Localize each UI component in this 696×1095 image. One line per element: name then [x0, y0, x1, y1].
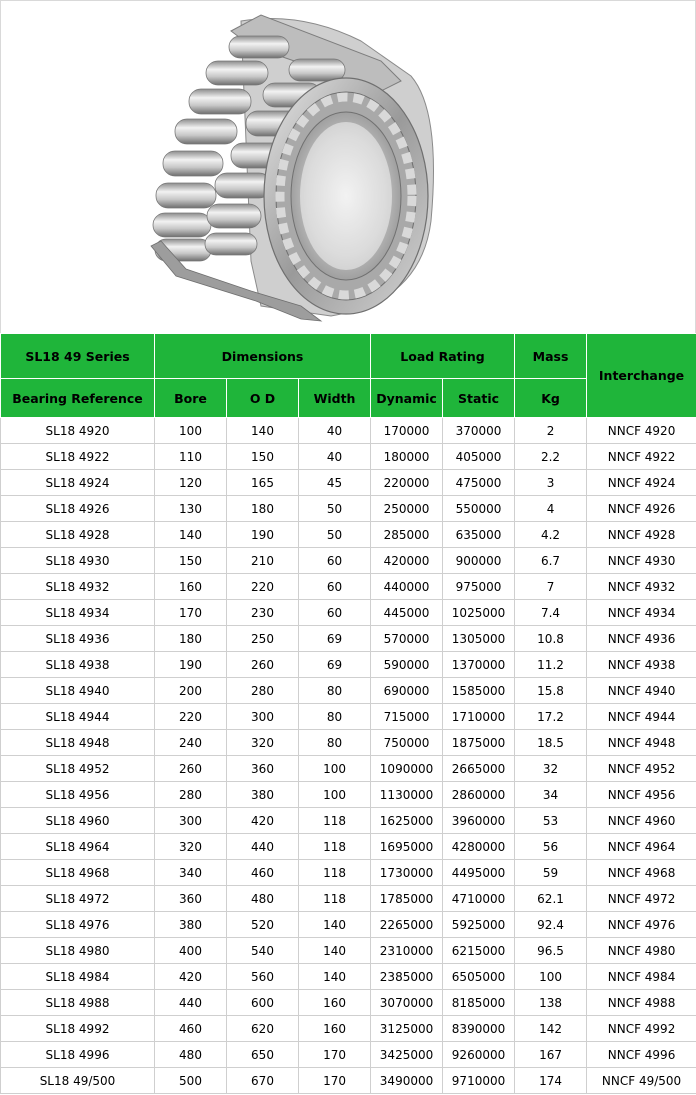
- interchange-header: Interchange: [587, 334, 696, 418]
- width-cell: 140: [299, 912, 371, 938]
- bearing-reference-cell: SL18 4964: [1, 834, 155, 860]
- mass-cell: 142: [515, 1016, 587, 1042]
- bearing-reference-cell: SL18 4930: [1, 548, 155, 574]
- static-cell: 550000: [443, 496, 515, 522]
- bearing-reference-cell: SL18 4956: [1, 782, 155, 808]
- od-cell: 230: [227, 600, 299, 626]
- series-header: SL18 49 Series: [1, 334, 155, 379]
- bore-cell: 100: [155, 418, 227, 444]
- interchange-cell: NNCF 4928: [587, 522, 696, 548]
- dynamic-cell: 590000: [371, 652, 443, 678]
- od-cell: 620: [227, 1016, 299, 1042]
- mass-cell: 62.1: [515, 886, 587, 912]
- mass-cell: 2: [515, 418, 587, 444]
- table-row: [1, 652, 696, 678]
- table-row: [1, 548, 696, 574]
- bore-cell: 420: [155, 964, 227, 990]
- bearing-reference-cell: SL18 4922: [1, 444, 155, 470]
- mass-cell: 59: [515, 860, 587, 886]
- interchange-cell: NNCF 4984: [587, 964, 696, 990]
- bore-cell: 200: [155, 678, 227, 704]
- bore-cell: 480: [155, 1042, 227, 1068]
- bearing-reference-cell: SL18 49/500: [1, 1068, 155, 1094]
- bearing-reference-cell: SL18 4952: [1, 756, 155, 782]
- bearing-reference-cell: SL18 4972: [1, 886, 155, 912]
- bearing-reference-cell: SL18 4944: [1, 704, 155, 730]
- dynamic-cell: 250000: [371, 496, 443, 522]
- interchange-cell: NNCF 4932: [587, 574, 696, 600]
- width-cell: 50: [299, 522, 371, 548]
- table-row: [1, 626, 696, 652]
- width-cell: 170: [299, 1042, 371, 1068]
- od-cell: 220: [227, 574, 299, 600]
- table-row: [1, 730, 696, 756]
- bearing-reference-cell: SL18 4960: [1, 808, 155, 834]
- static-cell: 4280000: [443, 834, 515, 860]
- bearing-reference-cell: SL18 4988: [1, 990, 155, 1016]
- table-row: [1, 1068, 696, 1094]
- static-cell: 1710000: [443, 704, 515, 730]
- od-cell: 280: [227, 678, 299, 704]
- table-body: [1, 418, 696, 1094]
- width-cell: 160: [299, 1016, 371, 1042]
- static-cell: 9260000: [443, 1042, 515, 1068]
- od-cell: 600: [227, 990, 299, 1016]
- static-cell: 8390000: [443, 1016, 515, 1042]
- mass-cell: 167: [515, 1042, 587, 1068]
- bearing-reference-cell: SL18 4928: [1, 522, 155, 548]
- interchange-cell: NNCF 4934: [587, 600, 696, 626]
- static-cell: 1370000: [443, 652, 515, 678]
- width-cell: 140: [299, 938, 371, 964]
- static-cell: 1025000: [443, 600, 515, 626]
- table-row: [1, 990, 696, 1016]
- dynamic-cell: 3070000: [371, 990, 443, 1016]
- bearing-reference-cell: SL18 4938: [1, 652, 155, 678]
- product-image-area: [0, 0, 696, 333]
- od-cell: 540: [227, 938, 299, 964]
- bore-cell: 130: [155, 496, 227, 522]
- dynamic-cell: 1730000: [371, 860, 443, 886]
- table-row: [1, 808, 696, 834]
- dimensions-header: Dimensions: [155, 334, 371, 379]
- table-row: [1, 522, 696, 548]
- dynamic-cell: 1785000: [371, 886, 443, 912]
- dynamic-cell: 570000: [371, 626, 443, 652]
- static-cell: 900000: [443, 548, 515, 574]
- interchange-cell: NNCF 4930: [587, 548, 696, 574]
- static-cell: 9710000: [443, 1068, 515, 1094]
- width-cell: 60: [299, 574, 371, 600]
- bore-cell: 380: [155, 912, 227, 938]
- dynamic-cell: 445000: [371, 600, 443, 626]
- static-cell: 6215000: [443, 938, 515, 964]
- interchange-cell: NNCF 4976: [587, 912, 696, 938]
- table-row: [1, 860, 696, 886]
- static-cell: 635000: [443, 522, 515, 548]
- width-cell: 69: [299, 652, 371, 678]
- table-row: [1, 756, 696, 782]
- static-cell: 405000: [443, 444, 515, 470]
- interchange-cell: NNCF 4952: [587, 756, 696, 782]
- dynamic-cell: 690000: [371, 678, 443, 704]
- mass-cell: 138: [515, 990, 587, 1016]
- bearing-reference-cell: SL18 4920: [1, 418, 155, 444]
- load-rating-header: Load Rating: [371, 334, 515, 379]
- width-cell: 69: [299, 626, 371, 652]
- interchange-cell: NNCF 4960: [587, 808, 696, 834]
- interchange-cell: NNCF 4968: [587, 860, 696, 886]
- table-row: [1, 704, 696, 730]
- mass-cell: 32: [515, 756, 587, 782]
- bearing-reference-cell: SL18 4996: [1, 1042, 155, 1068]
- dynamic-cell: 420000: [371, 548, 443, 574]
- static-cell: 8185000: [443, 990, 515, 1016]
- width-cell: 60: [299, 548, 371, 574]
- static-cell: 370000: [443, 418, 515, 444]
- dynamic-cell: 2310000: [371, 938, 443, 964]
- static-column-header: Static: [443, 379, 515, 418]
- table-row: [1, 964, 696, 990]
- od-cell: 560: [227, 964, 299, 990]
- interchange-cell: NNCF 4996: [587, 1042, 696, 1068]
- bearing-reference-cell: SL18 4948: [1, 730, 155, 756]
- mass-cell: 15.8: [515, 678, 587, 704]
- mass-cell: 92.4: [515, 912, 587, 938]
- interchange-cell: NNCF 4972: [587, 886, 696, 912]
- interchange-cell: NNCF 4980: [587, 938, 696, 964]
- width-cell: 45: [299, 470, 371, 496]
- od-cell: 460: [227, 860, 299, 886]
- width-cell: 170: [299, 1068, 371, 1094]
- od-cell: 380: [227, 782, 299, 808]
- mass-cell: 53: [515, 808, 587, 834]
- bearing-reference-cell: SL18 4992: [1, 1016, 155, 1042]
- bearing-reference-column-header: Bearing Reference: [1, 379, 155, 418]
- dynamic-cell: 1625000: [371, 808, 443, 834]
- static-cell: 6505000: [443, 964, 515, 990]
- bore-cell: 320: [155, 834, 227, 860]
- mass-cell: 2.2: [515, 444, 587, 470]
- width-cell: 80: [299, 678, 371, 704]
- width-cell: 60: [299, 600, 371, 626]
- static-cell: 975000: [443, 574, 515, 600]
- interchange-cell: NNCF 4924: [587, 470, 696, 496]
- static-cell: 4495000: [443, 860, 515, 886]
- width-cell: 80: [299, 704, 371, 730]
- bore-cell: 260: [155, 756, 227, 782]
- od-cell: 520: [227, 912, 299, 938]
- dynamic-cell: 1695000: [371, 834, 443, 860]
- width-cell: 40: [299, 444, 371, 470]
- dynamic-cell: 1090000: [371, 756, 443, 782]
- interchange-cell: NNCF 4922: [587, 444, 696, 470]
- static-cell: 4710000: [443, 886, 515, 912]
- table-row: [1, 418, 696, 444]
- dynamic-cell: 220000: [371, 470, 443, 496]
- od-cell: 210: [227, 548, 299, 574]
- interchange-cell: NNCF 4938: [587, 652, 696, 678]
- od-cell: 250: [227, 626, 299, 652]
- bore-cell: 360: [155, 886, 227, 912]
- interchange-cell: NNCF 4956: [587, 782, 696, 808]
- bore-cell: 190: [155, 652, 227, 678]
- dynamic-cell: 2265000: [371, 912, 443, 938]
- table-row: [1, 574, 696, 600]
- interchange-cell: NNCF 49/500: [587, 1068, 696, 1094]
- bore-cell: 180: [155, 626, 227, 652]
- static-cell: 5925000: [443, 912, 515, 938]
- static-cell: 1875000: [443, 730, 515, 756]
- dynamic-cell: 170000: [371, 418, 443, 444]
- dynamic-cell: 180000: [371, 444, 443, 470]
- table-row: [1, 938, 696, 964]
- mass-cell: 17.2: [515, 704, 587, 730]
- bore-cell: 400: [155, 938, 227, 964]
- mass-header: Mass: [515, 334, 587, 379]
- od-cell: 300: [227, 704, 299, 730]
- table-row: [1, 600, 696, 626]
- interchange-cell: NNCF 4944: [587, 704, 696, 730]
- bearing-reference-cell: SL18 4980: [1, 938, 155, 964]
- table-row: [1, 1042, 696, 1068]
- bearing-specification-table: [0, 333, 696, 1094]
- table-row: [1, 470, 696, 496]
- mass-cell: 96.5: [515, 938, 587, 964]
- mass-cell: 4: [515, 496, 587, 522]
- width-cell: 118: [299, 808, 371, 834]
- mass-cell: 4.2: [515, 522, 587, 548]
- mass-cell: 56: [515, 834, 587, 860]
- bore-cell: 110: [155, 444, 227, 470]
- table-row: [1, 886, 696, 912]
- bore-cell: 460: [155, 1016, 227, 1042]
- width-column-header: Width: [299, 379, 371, 418]
- bearing-reference-cell: SL18 4924: [1, 470, 155, 496]
- od-cell: 480: [227, 886, 299, 912]
- od-cell: 165: [227, 470, 299, 496]
- dynamic-cell: 715000: [371, 704, 443, 730]
- bore-cell: 120: [155, 470, 227, 496]
- static-cell: 3960000: [443, 808, 515, 834]
- interchange-cell: NNCF 4926: [587, 496, 696, 522]
- mass-cell: 174: [515, 1068, 587, 1094]
- interchange-cell: NNCF 4940: [587, 678, 696, 704]
- od-cell: 670: [227, 1068, 299, 1094]
- od-cell: 190: [227, 522, 299, 548]
- interchange-cell: NNCF 4964: [587, 834, 696, 860]
- width-cell: 160: [299, 990, 371, 1016]
- interchange-cell: NNCF 4920: [587, 418, 696, 444]
- bore-cell: 160: [155, 574, 227, 600]
- table-row: [1, 444, 696, 470]
- od-cell: 140: [227, 418, 299, 444]
- od-cell: 150: [227, 444, 299, 470]
- mass-cell: 100: [515, 964, 587, 990]
- od-column-header: O D: [227, 379, 299, 418]
- bearing-reference-cell: SL18 4926: [1, 496, 155, 522]
- static-cell: 475000: [443, 470, 515, 496]
- width-cell: 118: [299, 860, 371, 886]
- width-cell: 50: [299, 496, 371, 522]
- bearing-reference-cell: SL18 4934: [1, 600, 155, 626]
- table-row: [1, 834, 696, 860]
- bore-cell: 150: [155, 548, 227, 574]
- cylindrical-roller-bearing-image: [1, 1, 695, 333]
- dynamic-column-header: Dynamic: [371, 379, 443, 418]
- width-cell: 40: [299, 418, 371, 444]
- bore-cell: 300: [155, 808, 227, 834]
- bore-cell: 170: [155, 600, 227, 626]
- od-cell: 420: [227, 808, 299, 834]
- dynamic-cell: 1130000: [371, 782, 443, 808]
- dynamic-cell: 3490000: [371, 1068, 443, 1094]
- table-row: [1, 912, 696, 938]
- bore-cell: 220: [155, 704, 227, 730]
- bearing-reference-cell: SL18 4968: [1, 860, 155, 886]
- dynamic-cell: 3425000: [371, 1042, 443, 1068]
- od-cell: 360: [227, 756, 299, 782]
- od-cell: 180: [227, 496, 299, 522]
- bearing-reference-cell: SL18 4940: [1, 678, 155, 704]
- mass-cell: 18.5: [515, 730, 587, 756]
- bore-column-header: Bore: [155, 379, 227, 418]
- static-cell: 2860000: [443, 782, 515, 808]
- mass-cell: 11.2: [515, 652, 587, 678]
- mass-cell: 10.8: [515, 626, 587, 652]
- interchange-cell: NNCF 4936: [587, 626, 696, 652]
- table-row: [1, 496, 696, 522]
- od-cell: 260: [227, 652, 299, 678]
- mass-cell: 6.7: [515, 548, 587, 574]
- dynamic-cell: 2385000: [371, 964, 443, 990]
- dynamic-cell: 440000: [371, 574, 443, 600]
- mass-cell: 7: [515, 574, 587, 600]
- dynamic-cell: 750000: [371, 730, 443, 756]
- width-cell: 140: [299, 964, 371, 990]
- bearing-reference-cell: SL18 4936: [1, 626, 155, 652]
- mass-cell: 7.4: [515, 600, 587, 626]
- mass-cell: 34: [515, 782, 587, 808]
- od-cell: 320: [227, 730, 299, 756]
- bore-cell: 280: [155, 782, 227, 808]
- od-cell: 650: [227, 1042, 299, 1068]
- dynamic-cell: 3125000: [371, 1016, 443, 1042]
- width-cell: 118: [299, 886, 371, 912]
- dynamic-cell: 285000: [371, 522, 443, 548]
- width-cell: 100: [299, 782, 371, 808]
- bearing-reference-cell: SL18 4984: [1, 964, 155, 990]
- bearing-reference-cell: SL18 4976: [1, 912, 155, 938]
- interchange-cell: NNCF 4988: [587, 990, 696, 1016]
- bore-cell: 240: [155, 730, 227, 756]
- table-row: [1, 678, 696, 704]
- bore-cell: 340: [155, 860, 227, 886]
- interchange-cell: NNCF 4992: [587, 1016, 696, 1042]
- bore-cell: 140: [155, 522, 227, 548]
- bearing-reference-cell: SL18 4932: [1, 574, 155, 600]
- bore-cell: 440: [155, 990, 227, 1016]
- table-row: [1, 1016, 696, 1042]
- interchange-cell: NNCF 4948: [587, 730, 696, 756]
- od-cell: 440: [227, 834, 299, 860]
- mass-cell: 3: [515, 470, 587, 496]
- table-row: [1, 782, 696, 808]
- width-cell: 118: [299, 834, 371, 860]
- width-cell: 100: [299, 756, 371, 782]
- width-cell: 80: [299, 730, 371, 756]
- static-cell: 1305000: [443, 626, 515, 652]
- kg-column-header: Kg: [515, 379, 587, 418]
- static-cell: 2665000: [443, 756, 515, 782]
- bore-cell: 500: [155, 1068, 227, 1094]
- static-cell: 1585000: [443, 678, 515, 704]
